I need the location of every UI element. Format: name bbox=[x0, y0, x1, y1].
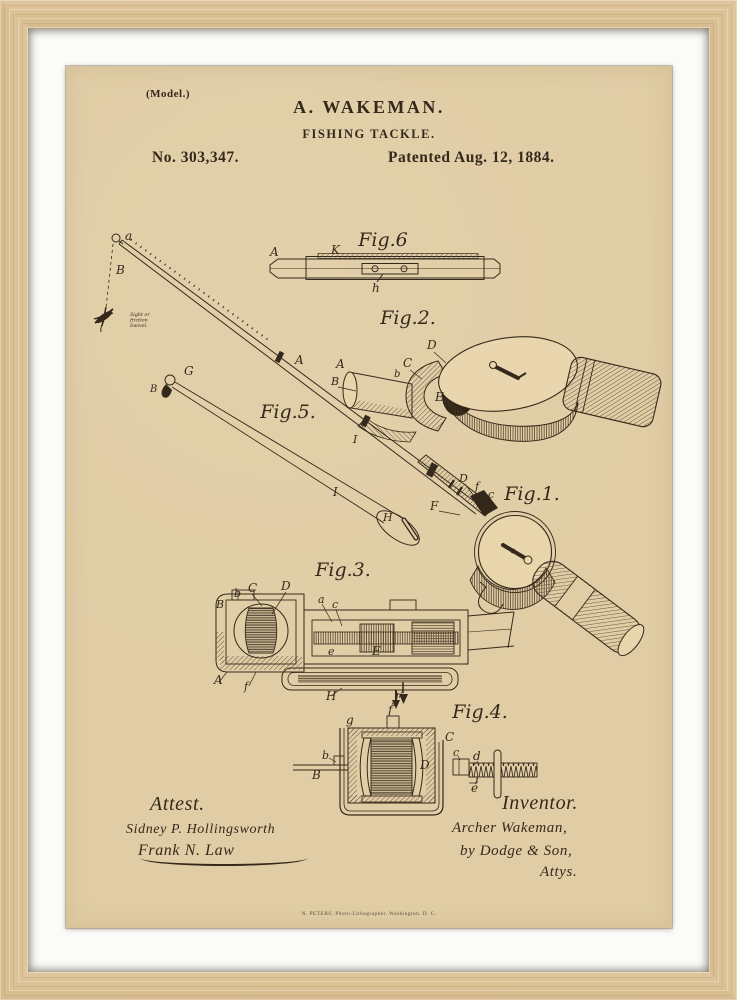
mat-board bbox=[28, 28, 709, 972]
part-label: c bbox=[453, 746, 460, 759]
fig3-label: Fig.3. bbox=[315, 559, 371, 581]
frame-edge-right bbox=[709, 0, 737, 1000]
attest-heading: Attest. bbox=[150, 793, 205, 815]
inventor-signature: Archer Wakeman, bbox=[452, 820, 568, 836]
part-label: e bbox=[471, 781, 479, 795]
part-label: G bbox=[184, 364, 194, 378]
part-label: C bbox=[403, 356, 413, 370]
inventor-heading: Inventor. bbox=[502, 792, 578, 814]
agent-signature: by Dodge & Son, bbox=[460, 843, 573, 859]
rod-handle bbox=[526, 555, 649, 661]
patent-title: FISHING TACKLE. bbox=[302, 127, 436, 141]
part-label: h bbox=[372, 281, 380, 295]
part-label: I bbox=[353, 433, 358, 446]
frame-edge-top bbox=[0, 0, 737, 28]
fly-lure bbox=[94, 307, 113, 332]
part-label: B bbox=[150, 384, 158, 395]
part-label: B bbox=[312, 768, 321, 782]
fig6-label: Fig.6 bbox=[358, 229, 408, 251]
part-label: E bbox=[435, 390, 444, 404]
part-label: a bbox=[125, 229, 133, 243]
part-label: K bbox=[331, 243, 340, 257]
part-label: A bbox=[270, 245, 279, 259]
fig1-label: Fig.1. bbox=[504, 483, 560, 505]
part-label: C bbox=[248, 581, 258, 595]
patent-page bbox=[66, 66, 672, 928]
part-label: B bbox=[116, 263, 125, 277]
part-label: B bbox=[331, 375, 340, 388]
part-label: c bbox=[488, 488, 495, 501]
fig5-drawing bbox=[149, 364, 425, 552]
part-label: A bbox=[214, 673, 223, 687]
patent-date: Patented Aug. 12, 1884. bbox=[388, 149, 555, 166]
frame-edge-bottom bbox=[0, 972, 737, 1000]
part-label: D bbox=[427, 338, 437, 352]
frame-edge-left bbox=[0, 0, 28, 1000]
model-note: (Model.) bbox=[146, 88, 191, 100]
fig4-label: Fig.4. bbox=[452, 701, 508, 723]
part-label: J bbox=[394, 691, 399, 705]
fig3-drawing bbox=[213, 559, 514, 709]
part-label: f bbox=[244, 680, 249, 693]
part-label: D bbox=[420, 758, 430, 772]
part-label: A bbox=[295, 353, 304, 367]
swivel-note: Sight or friction Swivel. bbox=[130, 313, 150, 329]
part-label: H bbox=[383, 511, 393, 524]
inventor-name-heading: A. WAKEMAN. bbox=[293, 97, 445, 117]
part-label: c bbox=[332, 598, 339, 611]
part-label: g bbox=[346, 713, 354, 727]
witness-signature-2: Frank N. Law bbox=[138, 842, 235, 859]
part-label: B bbox=[216, 598, 225, 611]
part-label: b bbox=[234, 587, 242, 600]
signature-flourish bbox=[140, 850, 308, 866]
fig2-drawing bbox=[330, 307, 663, 442]
part-label: D bbox=[281, 579, 291, 593]
attorney-note: Attys. bbox=[540, 864, 578, 880]
part-label: f bbox=[388, 703, 393, 717]
part-label: E bbox=[372, 644, 381, 658]
part-label: e bbox=[328, 645, 335, 658]
part-label: d bbox=[473, 749, 481, 763]
fig6-drawing bbox=[269, 229, 500, 295]
part-label: b bbox=[394, 369, 401, 380]
part-label: D bbox=[459, 472, 468, 485]
part-label: b bbox=[322, 749, 330, 762]
part-label: a bbox=[318, 593, 325, 606]
part-label: A bbox=[336, 357, 345, 371]
part-label: H bbox=[326, 689, 337, 703]
witness-signature-1: Sidney P. Hollingsworth bbox=[126, 822, 276, 837]
part-label: f bbox=[475, 480, 480, 493]
lithographer-imprint: N. PETERS. Photo-Lithographer. Washington. D. C. bbox=[301, 911, 437, 917]
part-label: C bbox=[445, 730, 455, 744]
fig5-label: Fig.5. bbox=[260, 401, 316, 423]
patent-number: No. 303,347. bbox=[152, 149, 239, 166]
fig2-label: Fig.2. bbox=[380, 307, 436, 329]
part-label: F bbox=[430, 499, 439, 513]
part-label: I bbox=[333, 485, 338, 499]
